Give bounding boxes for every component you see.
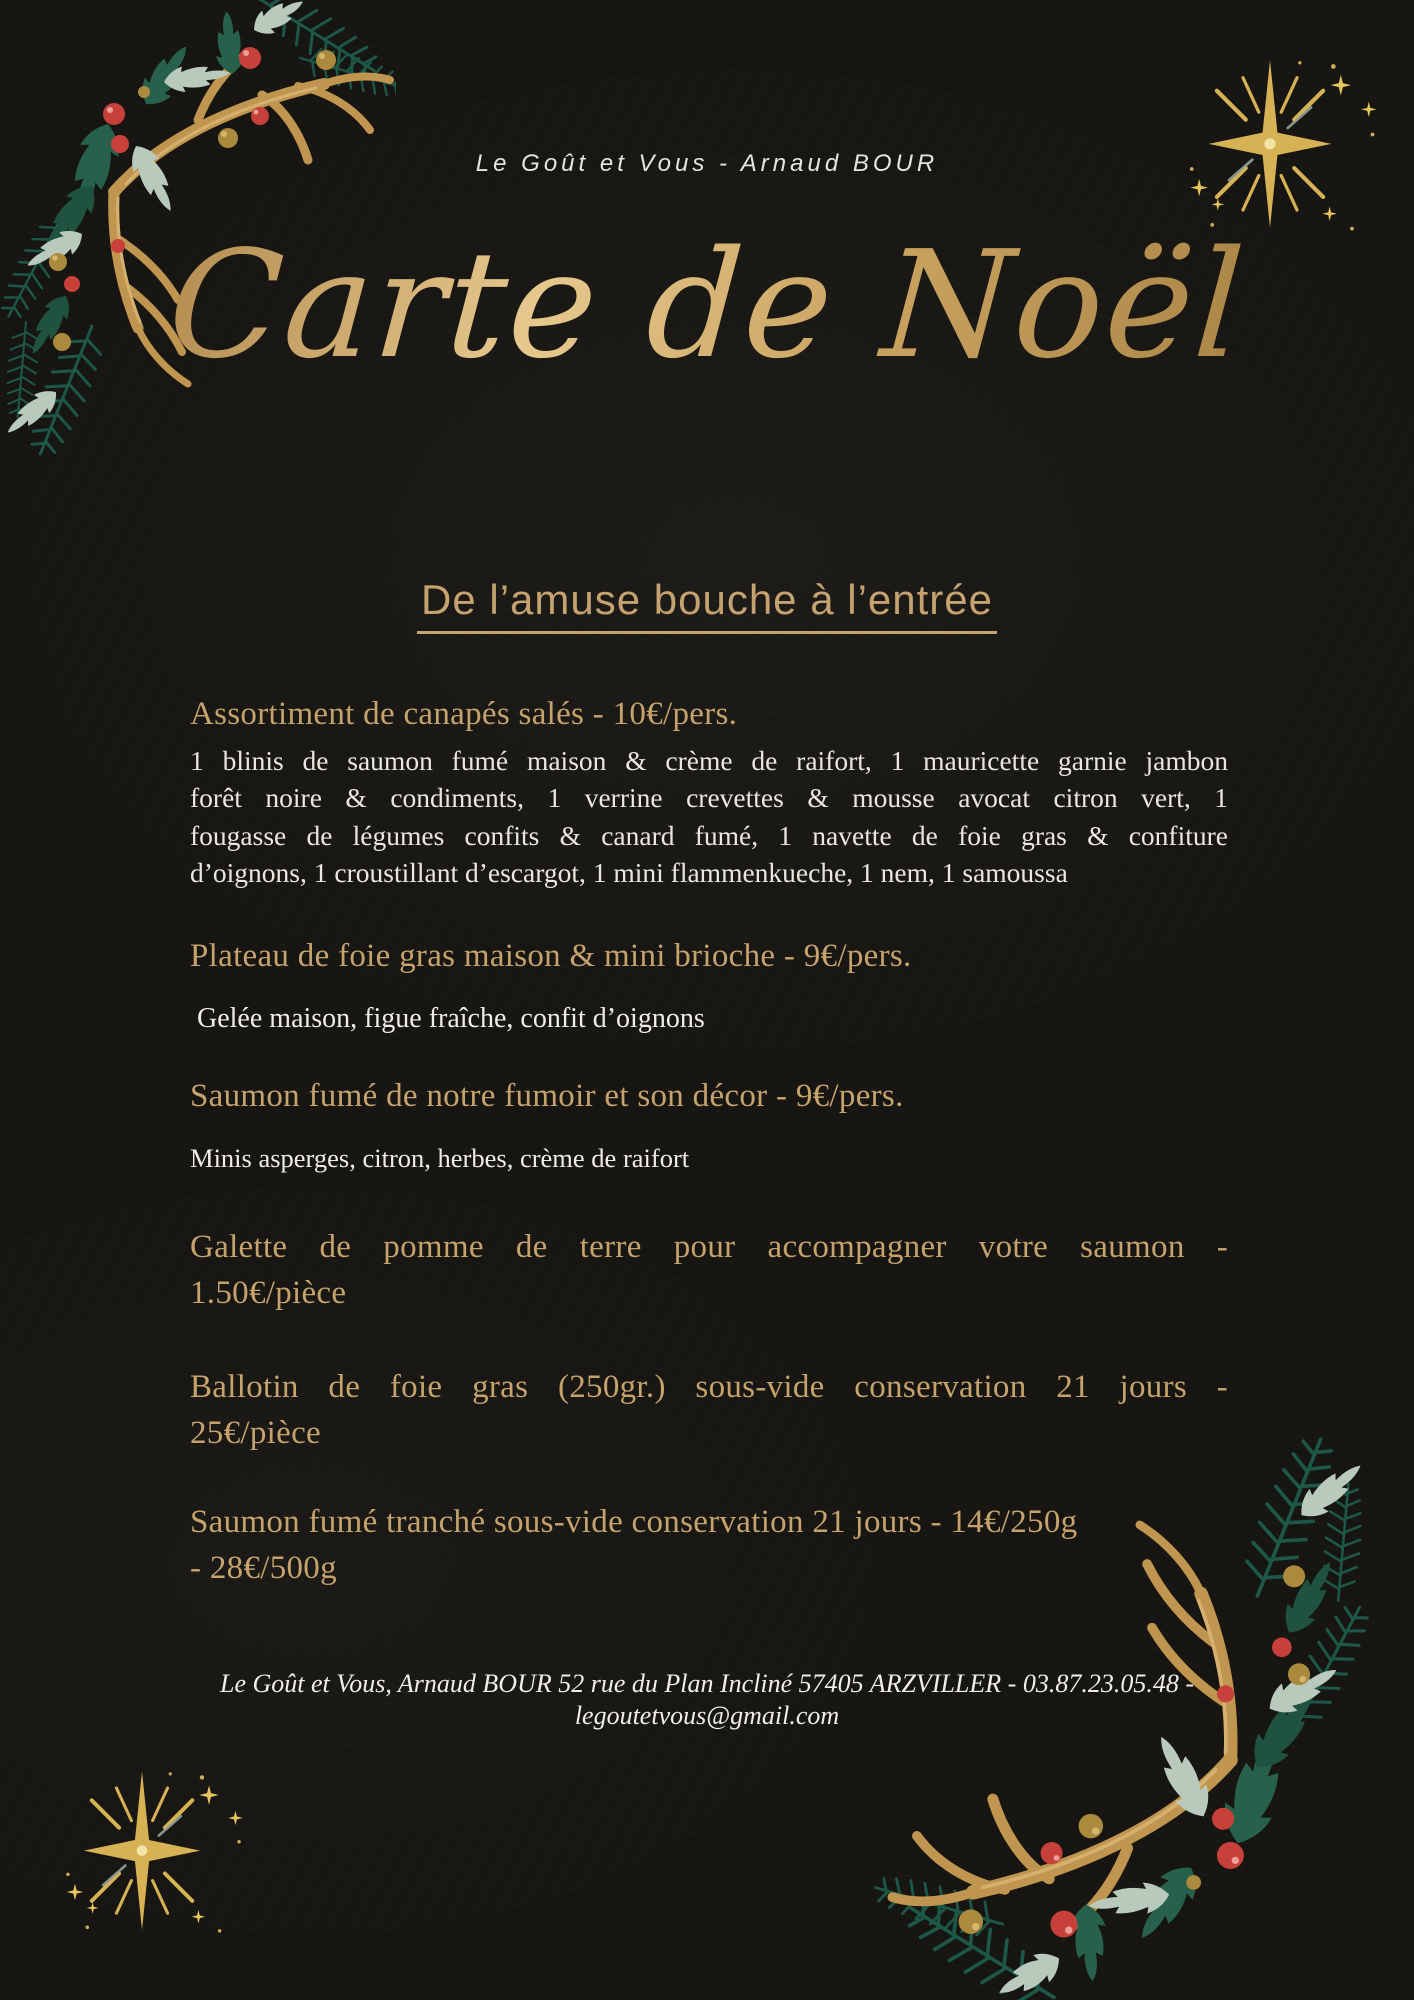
menu-item-title-line: 25€/pièce [190, 1415, 321, 1451]
menu-item-description-line: 1 blinis de saumon fumé maison & crème de raifort, 1 mauricette garnie jambon [190, 745, 1228, 776]
menu-item-description-line: d’oignons, 1 croustillant d’escargot, 1 mini flammenkueche, 1 nem, 1 samoussa [190, 857, 1068, 889]
menu-item-title-line: - 28€/500g [190, 1550, 337, 1586]
menu-item-description: Gelée maison, figue fraîche, confit d’oignons [197, 1003, 705, 1034]
menu-item-description [190, 742, 1228, 892]
christmas-star-icon [36, 1758, 248, 1952]
menu-item-title-line: Saumon fumé tranché sous-vide conservation 21 jours - 14€/250g [190, 1504, 1078, 1540]
menu-item-title [190, 1224, 1228, 1316]
menu-item-title: Saumon fumé de notre fumoir et son décor - 9€/pers. [190, 1078, 904, 1114]
menu-item-description-line: forêt noire & condiments, 1 verrine crevettes & mousse avocat citron vert, 1 [190, 782, 1228, 814]
menu-item-title: Assortiment de canapés salés - 10€/pers. [190, 696, 738, 732]
brand-subtitle: Le Goût et Vous - Arnaud BOUR [475, 150, 939, 177]
menu-title: Carte de Noël [0, 205, 1414, 405]
section-heading: De l’amuse bouche à l’entrée [417, 576, 997, 634]
menu-item-title-line: Ballotin de foie gras (250gr.) sous-vide conservation 21 jours - [190, 1369, 1228, 1405]
contact-line: Le Goût et Vous, Arnaud BOUR 52 rue du Plan Incliné 57405 ARZVILLER - 03.87.23.05.48 - [220, 1669, 1194, 1698]
menu-item-title-line: 1.50€/pièce [190, 1275, 347, 1311]
menu-item-title [190, 1499, 1228, 1591]
menu-item-title-line: Galette de pomme de terre pour accompagner votre saumon - [190, 1229, 1228, 1265]
menu-item-description-line: fougasse de légumes confits & canard fumé, 1 navette de foie gras & confiture [190, 819, 1228, 851]
menu-item-title: Plateau de foie gras maison & mini brioche - 9€/pers. [190, 938, 912, 974]
contact-line: legoutetvous@gmail.com [574, 1701, 840, 1730]
menu-item-description: Minis asperges, citron, herbes, crème de raifort [190, 1143, 690, 1173]
section-heading-row [0, 576, 1414, 634]
contact-footer [150, 1668, 1264, 1732]
menu-item-title [190, 1364, 1228, 1456]
